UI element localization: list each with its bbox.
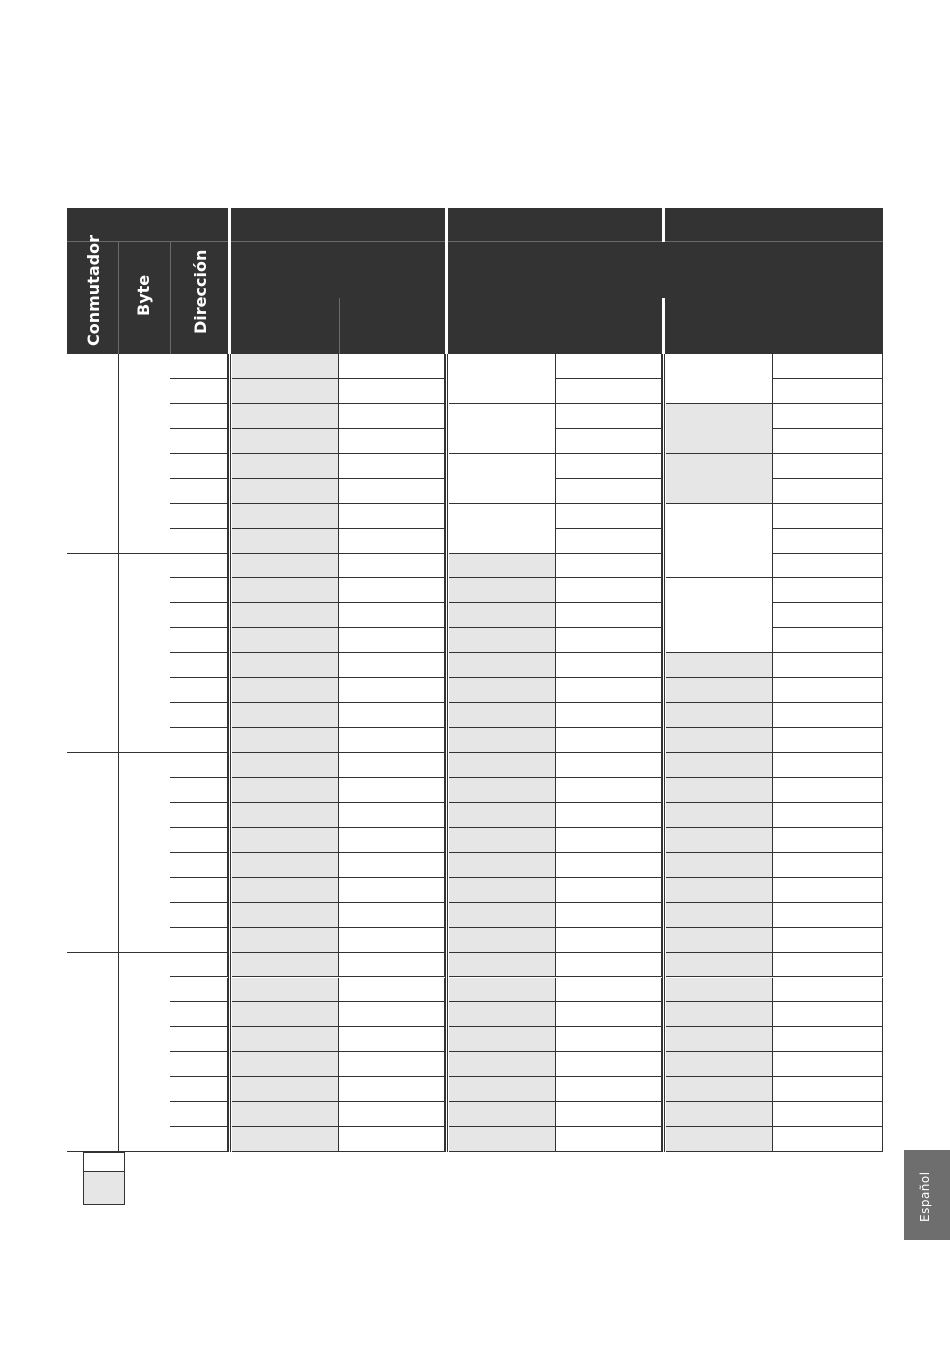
header-direccion: Dirección <box>191 249 210 334</box>
table-cell <box>339 978 445 1003</box>
table-cell <box>232 504 339 529</box>
direccion-cell <box>170 628 228 653</box>
table-cell <box>556 903 662 928</box>
header-line <box>118 241 119 354</box>
table-cell <box>449 578 556 603</box>
table-cell <box>232 1127 339 1152</box>
table-cell <box>773 354 883 379</box>
table-cell <box>449 1077 556 1102</box>
table-cell <box>339 928 445 953</box>
direccion-cell <box>170 1127 228 1152</box>
direccion-cell <box>170 578 228 603</box>
table-cell <box>339 853 445 878</box>
conmutador-cell <box>67 354 118 554</box>
table-cell <box>339 1127 445 1152</box>
table-cell <box>773 753 883 778</box>
table-cell <box>556 1002 662 1027</box>
table-cell <box>339 578 445 603</box>
table-cell <box>449 1102 556 1127</box>
direccion-cell <box>170 379 228 404</box>
table-cell <box>449 878 556 903</box>
table-cell <box>339 903 445 928</box>
direccion-cell <box>170 454 228 479</box>
direccion-cell <box>170 1077 228 1102</box>
table-cell <box>449 554 556 579</box>
table-cell <box>556 379 662 404</box>
byte-cell <box>118 753 170 953</box>
direccion-cell <box>170 479 228 504</box>
table-cell <box>666 1127 773 1152</box>
direccion-cell <box>170 653 228 678</box>
table-cell <box>339 554 445 579</box>
table-cell <box>339 1002 445 1027</box>
table-cell <box>232 953 339 978</box>
table-cell <box>773 554 883 579</box>
direccion-cell <box>170 603 228 628</box>
table-cell <box>556 404 662 429</box>
header-line <box>67 241 883 242</box>
table-cell <box>232 628 339 653</box>
table-cell <box>773 529 883 554</box>
table-cell <box>232 429 339 454</box>
table-cell <box>449 728 556 753</box>
table-cell <box>232 603 339 628</box>
direccion-cell <box>170 828 228 853</box>
header-byte: Byte <box>134 274 153 316</box>
language-tab[interactable] <box>904 1150 950 1240</box>
table-cell <box>773 479 883 504</box>
table-cell <box>232 753 339 778</box>
header-line <box>170 241 171 354</box>
byte-cell <box>118 953 170 1153</box>
table-cell <box>449 778 556 803</box>
table-cell <box>339 953 445 978</box>
table-cell <box>232 454 339 479</box>
table-cell <box>449 853 556 878</box>
table-cell <box>339 379 445 404</box>
table-cell <box>666 878 773 903</box>
table-cell <box>232 978 339 1003</box>
table-cell <box>339 678 445 703</box>
table-cell <box>773 828 883 853</box>
table-cell <box>666 1027 773 1052</box>
table-cell <box>232 354 339 379</box>
table-cell <box>773 1127 883 1152</box>
table-cell <box>449 828 556 853</box>
table-cell <box>232 379 339 404</box>
column-separator <box>230 354 231 1152</box>
table-cell <box>232 1077 339 1102</box>
table-cell <box>449 653 556 678</box>
table-cell <box>449 803 556 828</box>
table-cell <box>773 853 883 878</box>
table-cell <box>339 354 445 379</box>
table-cell <box>232 878 339 903</box>
table-cell <box>773 429 883 454</box>
table-cell <box>449 703 556 728</box>
table-cell <box>556 928 662 953</box>
table-cell <box>449 678 556 703</box>
table-cell <box>339 653 445 678</box>
table-cell <box>773 928 883 953</box>
table-cell <box>339 628 445 653</box>
column-separator <box>228 354 229 1152</box>
direccion-cell <box>170 803 228 828</box>
table-cell <box>773 454 883 479</box>
table-cell <box>556 1027 662 1052</box>
table-cell <box>449 404 556 454</box>
table-cell <box>666 928 773 953</box>
table-cell <box>773 628 883 653</box>
legend-blank-box <box>83 1152 125 1172</box>
table-cell <box>339 1077 445 1102</box>
table-cell <box>449 603 556 628</box>
table-cell <box>339 828 445 853</box>
table-cell <box>556 803 662 828</box>
table-cell <box>556 479 662 504</box>
direccion-cell <box>170 928 228 953</box>
table-cell <box>666 978 773 1003</box>
byte-cell <box>118 554 170 754</box>
table-cell <box>666 803 773 828</box>
table-cell <box>666 653 773 678</box>
table-cell <box>666 354 773 404</box>
table-cell <box>773 1027 883 1052</box>
table-cell <box>449 753 556 778</box>
column-separator <box>662 354 663 1152</box>
table-cell <box>339 529 445 554</box>
column-separator <box>447 354 448 1152</box>
table-cell <box>666 953 773 978</box>
table-cell <box>773 728 883 753</box>
table-cell <box>339 429 445 454</box>
table-cell <box>556 504 662 529</box>
table-cell <box>232 404 339 429</box>
table-cell <box>556 1077 662 1102</box>
table-cell <box>556 429 662 454</box>
table-cell <box>339 479 445 504</box>
direccion-cell <box>170 753 228 778</box>
direccion-cell <box>170 953 228 978</box>
table-cell <box>556 953 662 978</box>
direccion-cell <box>170 354 228 379</box>
table-cell <box>773 1052 883 1077</box>
table-cell <box>449 903 556 928</box>
direccion-cell <box>170 678 228 703</box>
direccion-cell <box>170 778 228 803</box>
table-cell <box>773 379 883 404</box>
table-cell <box>339 404 445 429</box>
table-cell <box>339 603 445 628</box>
table-cell <box>666 1002 773 1027</box>
header-separator <box>228 208 231 354</box>
table-cell <box>232 1102 339 1127</box>
conmutador-cell <box>67 953 118 1153</box>
table-cell <box>773 1077 883 1102</box>
table-cell <box>232 853 339 878</box>
table-cell <box>232 554 339 579</box>
table-cell <box>449 953 556 978</box>
table-cell <box>666 778 773 803</box>
table-cell <box>449 628 556 653</box>
table-cell <box>449 1027 556 1052</box>
header-separator <box>662 208 665 242</box>
table-cell <box>339 1052 445 1077</box>
conmutador-cell <box>67 753 118 953</box>
table-cell <box>556 454 662 479</box>
table-cell <box>556 554 662 579</box>
table-cell <box>232 1002 339 1027</box>
table-cell <box>449 1127 556 1152</box>
direccion-cell <box>170 978 228 1003</box>
table-cell <box>449 928 556 953</box>
table-cell <box>232 529 339 554</box>
byte-border <box>118 554 119 754</box>
table-cell <box>556 578 662 603</box>
table-cell <box>666 1077 773 1102</box>
table-cell <box>773 504 883 529</box>
table-cell <box>773 1102 883 1127</box>
table-cell <box>666 454 773 504</box>
table-cell <box>232 578 339 603</box>
table-cell <box>666 853 773 878</box>
table-cell <box>339 778 445 803</box>
byte-border <box>118 753 119 953</box>
table-cell <box>556 628 662 653</box>
direccion-cell <box>170 529 228 554</box>
table-cell <box>339 454 445 479</box>
table-cell <box>556 354 662 379</box>
table-cell <box>339 803 445 828</box>
table-cell <box>773 603 883 628</box>
table-cell <box>666 1052 773 1077</box>
direccion-cell <box>170 1027 228 1052</box>
language-tab-label: Español <box>918 1171 932 1222</box>
table-cell <box>449 454 556 504</box>
byte-border <box>118 953 119 1153</box>
table-cell <box>666 903 773 928</box>
header-separator <box>445 208 448 354</box>
direccion-cell <box>170 853 228 878</box>
table-cell <box>232 928 339 953</box>
table-cell <box>232 479 339 504</box>
direccion-cell <box>170 554 228 579</box>
table-cell <box>556 1052 662 1077</box>
table-cell <box>556 778 662 803</box>
table-cell <box>773 703 883 728</box>
table-cell <box>232 778 339 803</box>
table-cell <box>556 678 662 703</box>
table-cell <box>773 778 883 803</box>
header-band <box>67 208 883 354</box>
table-cell <box>666 703 773 728</box>
direccion-cell <box>170 1102 228 1127</box>
table-cell <box>773 953 883 978</box>
direccion-cell <box>170 504 228 529</box>
table-cell <box>232 653 339 678</box>
table-cell <box>666 504 773 579</box>
table-cell <box>232 1052 339 1077</box>
table-cell <box>232 828 339 853</box>
table-cell <box>556 728 662 753</box>
byte-border <box>118 354 119 554</box>
table-cell <box>773 1002 883 1027</box>
table-cell <box>666 678 773 703</box>
table-cell <box>556 603 662 628</box>
table-cell <box>773 678 883 703</box>
table-cell <box>556 529 662 554</box>
table-cell <box>556 653 662 678</box>
direccion-cell <box>170 703 228 728</box>
table-cell <box>339 1027 445 1052</box>
table-cell <box>556 753 662 778</box>
table-cell <box>556 828 662 853</box>
direccion-cell <box>170 404 228 429</box>
table-cell <box>773 803 883 828</box>
column-separator <box>664 354 665 1152</box>
direccion-cell <box>170 1052 228 1077</box>
table-cell <box>232 1027 339 1052</box>
table-cell <box>666 1102 773 1127</box>
table-cell <box>232 728 339 753</box>
table-cell <box>232 903 339 928</box>
table-cell <box>773 903 883 928</box>
table-cell <box>449 504 556 554</box>
table-cell <box>773 578 883 603</box>
direccion-cell <box>170 429 228 454</box>
legend-shaded-box <box>83 1171 125 1205</box>
table-cell <box>339 703 445 728</box>
table-cell <box>232 678 339 703</box>
table-cell <box>666 578 773 653</box>
table-cell <box>556 853 662 878</box>
table-cell <box>773 653 883 678</box>
table-cell <box>449 1002 556 1027</box>
conmutador-cell <box>67 554 118 754</box>
table-cell <box>666 753 773 778</box>
table-cell <box>773 878 883 903</box>
table-cell <box>556 978 662 1003</box>
header-line <box>339 298 340 354</box>
column-separator <box>445 354 446 1152</box>
table-cell <box>339 878 445 903</box>
table-cell <box>556 878 662 903</box>
table-cell <box>339 504 445 529</box>
table-cell <box>556 703 662 728</box>
table-cell <box>339 728 445 753</box>
byte-cell <box>118 354 170 554</box>
direccion-cell <box>170 728 228 753</box>
table-cell <box>449 978 556 1003</box>
direccion-cell <box>170 878 228 903</box>
table-cell <box>666 404 773 454</box>
table-cell <box>232 803 339 828</box>
table-cell <box>773 404 883 429</box>
table-cell <box>773 978 883 1003</box>
direccion-cell <box>170 1002 228 1027</box>
table-cell <box>232 703 339 728</box>
table-cell <box>556 1127 662 1152</box>
table-cell <box>449 354 556 404</box>
table-cell <box>666 828 773 853</box>
table-cell <box>666 728 773 753</box>
table-cell <box>556 1102 662 1127</box>
direccion-cell <box>170 903 228 928</box>
header-separator <box>662 298 665 354</box>
table-cell <box>339 1102 445 1127</box>
table-cell <box>449 1052 556 1077</box>
header-conmutador: Conmutador <box>84 235 103 346</box>
table-cell <box>339 753 445 778</box>
